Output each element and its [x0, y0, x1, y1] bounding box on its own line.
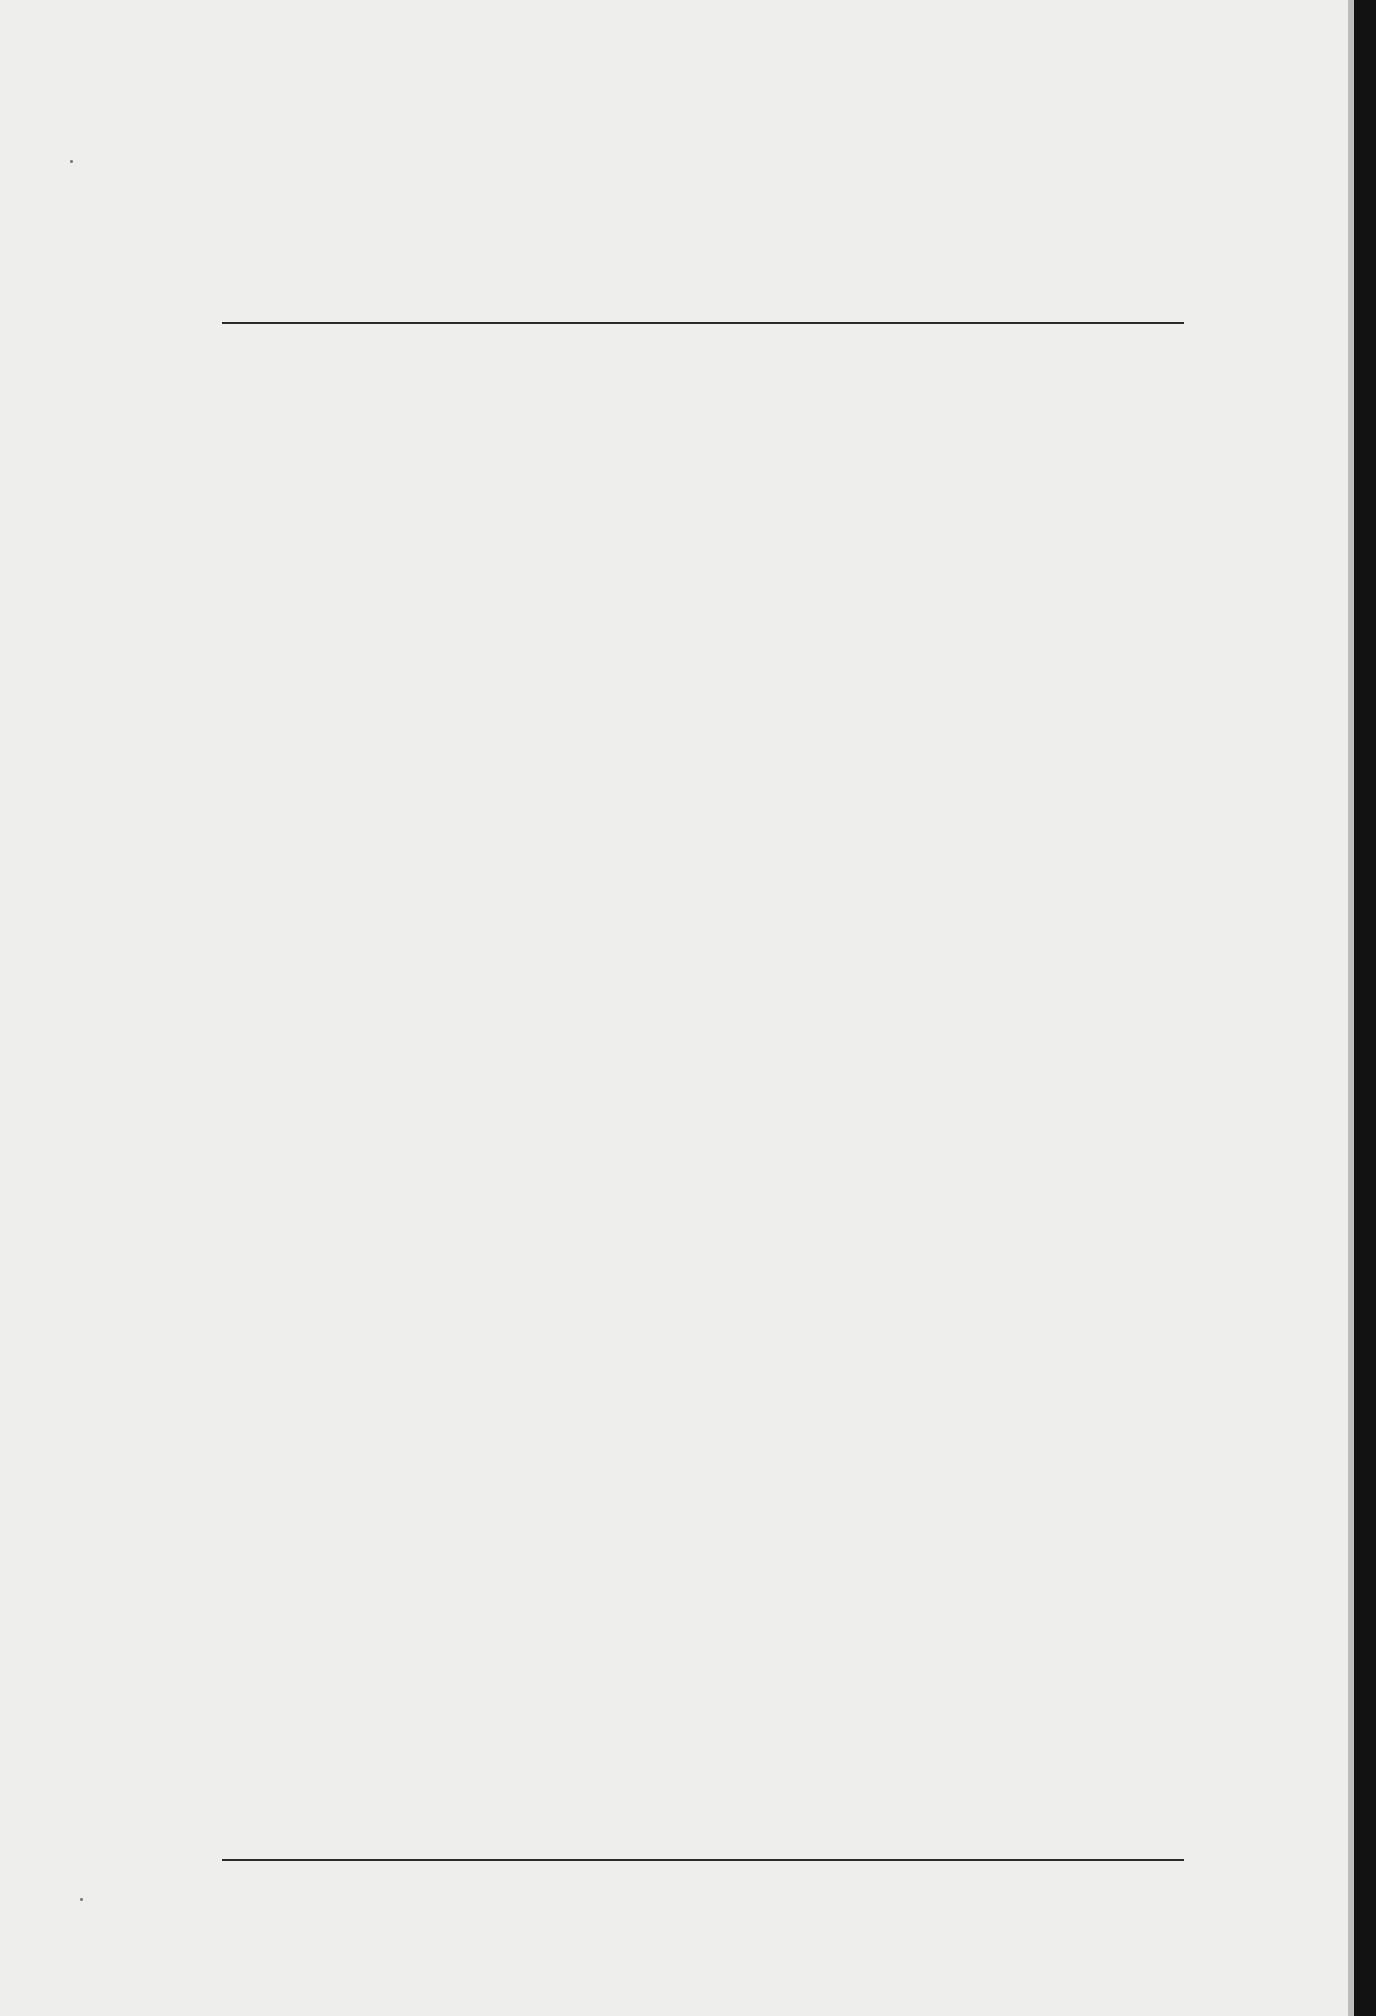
bottom-rule — [222, 1859, 1184, 1861]
scan-speck — [80, 1898, 83, 1901]
scan-speck — [70, 160, 73, 163]
page-edge — [1354, 0, 1376, 2016]
top-rule — [222, 322, 1184, 324]
